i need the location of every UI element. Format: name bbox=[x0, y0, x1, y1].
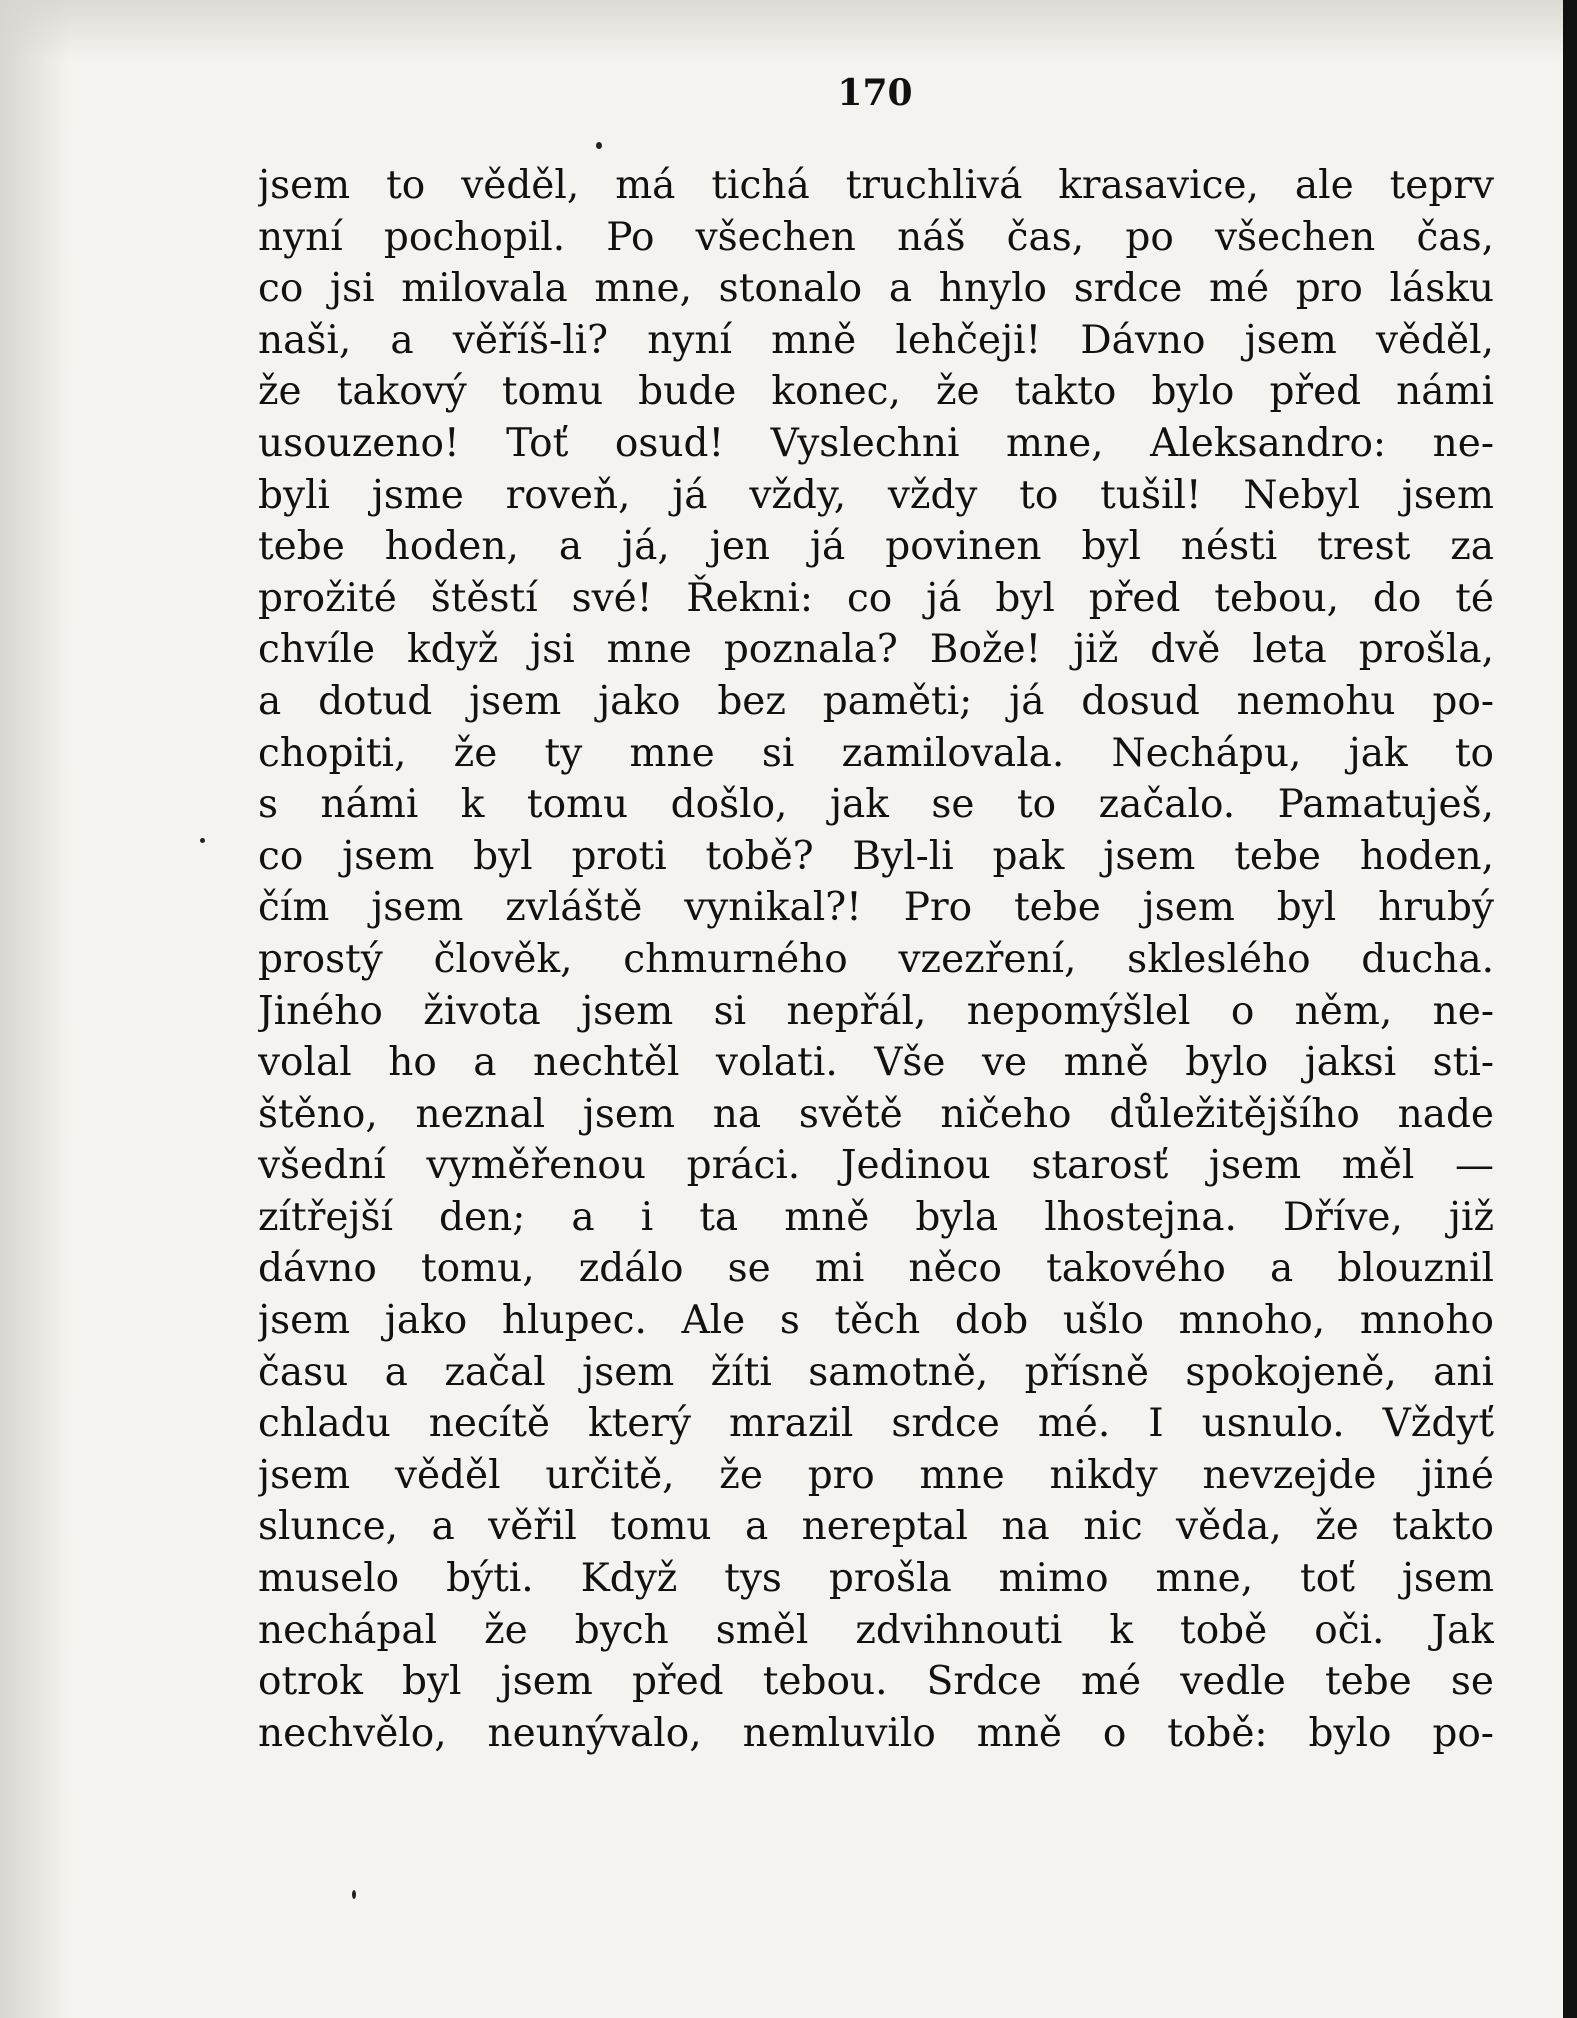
text-line: jsem jako hlupec. Ale s těch dob ušlo mnoho, mnoho bbox=[258, 1298, 1494, 1344]
text-line: byli jsme roveň, já vždy, vždy to tušil! Nebyl jsem bbox=[258, 472, 1494, 518]
text-line: chladu necítě který mrazil srdce mé. I usnulo. Vždyť bbox=[258, 1401, 1494, 1447]
print-speck bbox=[596, 142, 602, 149]
left-edge-shadow bbox=[0, 0, 70, 2018]
text-line: jsem věděl určitě, že pro mne nikdy nevzejde jiné bbox=[258, 1452, 1494, 1498]
text-line: že takový tomu bude konec, že takto bylo před námi bbox=[258, 369, 1494, 415]
text-line: nechápal že bych směl zdvihnouti k tobě oči. Jak bbox=[258, 1607, 1494, 1653]
text-line: otrok byl jsem před tebou. Srdce mé vedle tebe se bbox=[258, 1659, 1494, 1705]
text-line: slunce, a věřil tomu a nereptal na nic věda, že takto bbox=[258, 1504, 1494, 1550]
text-line: s námi k tomu došlo, jak se to začalo. Pamatuješ, bbox=[258, 782, 1494, 828]
text-line: muselo býti. Když tys prošla mimo mne, toť jsem bbox=[258, 1556, 1494, 1602]
text-line: nyní pochopil. Po všechen náš čas, po všechen čas, bbox=[258, 214, 1494, 260]
text-line: prožité štěstí své! Řekni: co já byl před tebou, do té bbox=[258, 575, 1494, 621]
print-speck bbox=[200, 838, 205, 843]
text-line: tebe hoden, a já, jen já povinen byl nésti trest za bbox=[258, 524, 1494, 570]
text-line: chopiti, že ty mne si zamilovala. Nechápu, jak to bbox=[258, 730, 1494, 776]
text-line: času a začal jsem žíti samotně, přísně spokojeně, ani bbox=[258, 1349, 1494, 1395]
text-line: všední vyměřenou práci. Jedinou starosť jsem měl — bbox=[258, 1143, 1494, 1189]
text-line: štěno, neznal jsem na světě ničeho důležitějšího nade bbox=[258, 1091, 1494, 1137]
text-line: naši, a věříš-li? nyní mně lehčeji! Dávno jsem věděl, bbox=[258, 317, 1494, 363]
text-line: dávno tomu, zdálo se mi něco takového a blouznil bbox=[258, 1246, 1494, 1292]
body-text bbox=[258, 160, 1494, 1759]
text-line: volal ho a nechtěl volati. Vše ve mně bylo jaksi sti- bbox=[258, 1040, 1494, 1086]
text-line: Jiného života jsem si nepřál, nepomýšlel o něm, ne- bbox=[258, 988, 1494, 1034]
page-edge-border bbox=[1563, 0, 1577, 2018]
text-line: chvíle když jsi mne poznala? Bože! již dvě leta prošla, bbox=[258, 627, 1494, 673]
text-line: čím jsem zvláště vynikal?! Pro tebe jsem byl hrubý bbox=[258, 885, 1494, 931]
text-line: jsem to věděl, má tichá truchlivá krasavice, ale teprv bbox=[258, 163, 1494, 208]
text-line: a dotud jsem jako bez paměti; já dosud nemohu po- bbox=[258, 678, 1494, 724]
print-speck bbox=[352, 1890, 356, 1899]
text-line: zítřejší den; a i ta mně byla lhostejna. Dříve, již bbox=[258, 1194, 1494, 1240]
page-number: 170 bbox=[837, 72, 913, 114]
text-line: usouzeno! Toť osud! Vyslechni mne, Aleksandro: ne- bbox=[258, 420, 1494, 466]
text-line: prostý člověk, chmurného vzezření, skleslého ducha. bbox=[258, 936, 1494, 982]
text-line: co jsi milovala mne, stonalo a hnylo srdce mé pro lásku bbox=[258, 266, 1494, 312]
text-line: nechvělo, neunývalo, nemluvilo mně o tobě: bylo po- bbox=[258, 1710, 1494, 1756]
top-shadow bbox=[0, 0, 1577, 60]
text-line: co jsem byl proti tobě? Byl-li pak jsem tebe hoden, bbox=[258, 833, 1494, 879]
